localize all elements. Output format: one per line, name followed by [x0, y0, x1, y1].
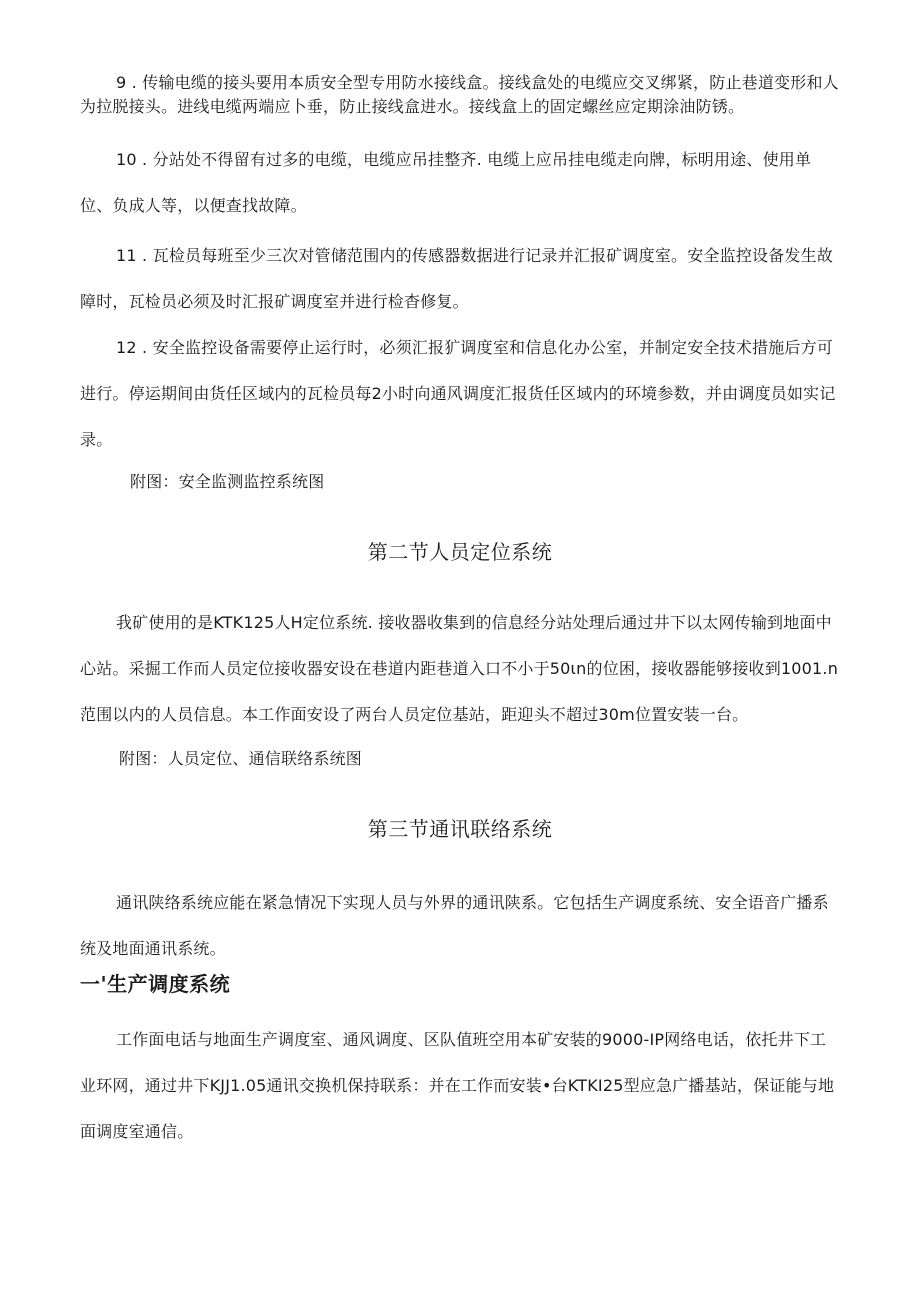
paragraph-personnel-positioning: 我矿使用的是KTK125人H定位系统. 接收器收集到的信息经分站处理后通过井下以太网传输到地面中心站。采掘工作而人员定位接收器安设在巷道内距巷道入口不小于50ιn的位困，接收器能够接收到1001.n范围以内的人员信息。本工作面安设了两台人员定位基站，距迎头不超过30m位置安装一台。 — [80, 613, 839, 724]
paragraph-item-9: 9 . 传输电缆的接头要用本质安全型专用防水接线盒。接线盒处的电缆应交叉绑紧，防止巷道变形和人为拉脱接头。进线电缆两端应卜垂，防止接线盒进水。接线盒上的固定螺丝应定期涂油防锈。 — [80, 73, 839, 116]
paragraph-communication: 通讯陕络系统应能在紧急情况下实现人员与外界的通讯陕系。它包括生产调度系统、安全语音广播系统及地面通讯系统。 — [80, 893, 829, 958]
paragraph-item-12: 12 . 安全监控设备需要停止运行时，必须汇报犷调度室和信息化办公室，并制定安全技术措施后方可进行。停运期间由货任区域内的瓦检员每2小时向通风调度汇报货任区域内的环境参数，并由调度员如实记录。 — [80, 338, 836, 449]
section-title-personnel-positioning: 第二节人员定位系统 — [367, 540, 553, 564]
section-title-communication: 第三节通讯联络系统 — [367, 817, 553, 841]
paragraph-production-dispatch: 工作面电话与地面生产调度室、通风调度、区队值班空用本矿安装的9000-IP网络电话，依托井下工业环网，通过井下KJJ1.05通讯交换机保持联系：并在工作而安装•台KTKI25型应急广播基站，保证能与地面调度室通信。 — [80, 1030, 835, 1141]
paragraph-item-10: 10 . 分站处不得留有过多的电缆，电缆应吊挂整齐. 电缆上应吊挂电缆走向牌，标明用途、使用单位、负成人等，以便查找故障。 — [80, 150, 812, 215]
figure-caption-positioning: 附图：人员定位、通信联络系统图 — [119, 749, 363, 768]
paragraph-item-11: 11 . 瓦检员每班至少三次对管储范围内的传感器数据进行记录并汇报矿调度室。安全监控设备发生故障时，瓦检员必须及时汇报矿调度室并进行检杳修复。 — [80, 246, 834, 311]
figure-caption-monitoring: 附图：安全监测监控系统图 — [130, 472, 325, 491]
subheading-production-dispatch: 一'生产调度系统 — [80, 972, 231, 996]
